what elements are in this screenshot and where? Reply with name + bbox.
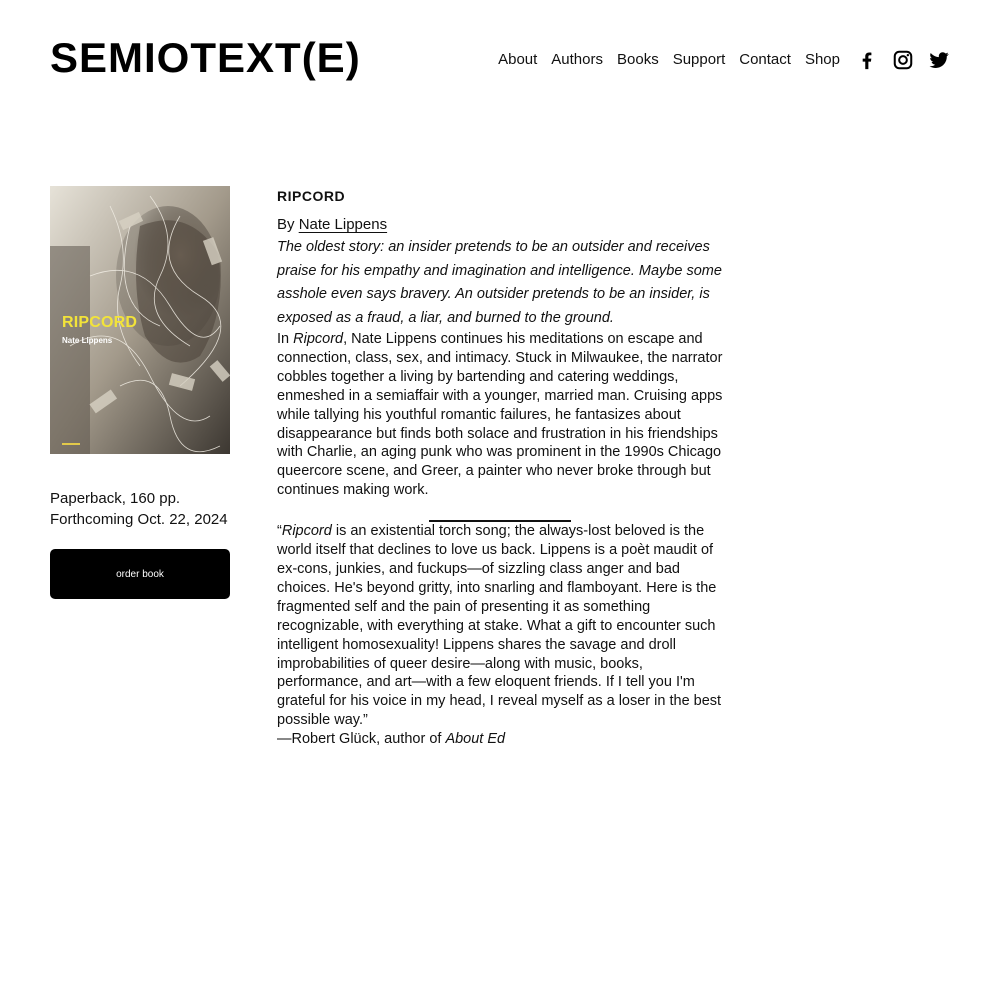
cover-title: RIPCORD [62,314,138,331]
byline-prefix: By [277,216,295,233]
byline [277,214,727,236]
book-tagline: The oldest story: an insider pretends to be an outsider and receives praise for his empathy and imagination and intelligence. Maybe some asshole even says bravery. An outsider pretends to be an insider, is exposed as a fraud, a liar, and burned to the ground. [277,239,722,326]
cover-author: Nate Lippens [62,336,113,345]
blurb-quote [277,522,727,749]
nav-support[interactable]: Support [672,51,726,68]
blurb-attribution: —Robert Glück, author of [277,731,446,748]
book-release: Forthcoming Oct. 22, 2024 [50,511,228,528]
blurb-title: Ripcord [281,523,332,540]
order-book-button[interactable]: order book [50,549,230,599]
description-prefix: In [277,331,294,347]
nav-shop[interactable]: Shop [804,51,840,68]
nav-about[interactable]: About [498,51,538,68]
blurb-open-quote: “ [277,523,282,540]
instagram-icon[interactable] [892,48,914,72]
book-meta [50,488,228,530]
book-format: Paperback, 160 pp. [50,490,181,507]
nav-books[interactable]: Books [617,51,659,68]
description-body: , Nate Lippens continues his meditations on escape and connection, class, sex, and intimacy. Stuck in Milwaukee, the narrator cobbles together a living by bartending and catering weddings, enmeshed in a semiaffair with a younger, married man. Cruising apps while tallying his youthful romantic failures, he fantasizes about disappearance but finds both solace and frustration in his friendships with Charlie, an aging punk who was prominent in the 1990s Chicago queercore scene, and Greer, a painter who never broke through but continues making work. [277,331,723,499]
site-logo[interactable]: SEMIOTEXT(E) [50,34,361,81]
book-cover [50,186,230,454]
social-links [856,48,950,72]
main-nav [498,49,840,71]
facebook-icon[interactable] [856,48,878,72]
blurb-body: is an existential torch song; the always-lost beloved is the world itself that declines to love us back. Lippens is a poèt maudit of ex-cons, junkies, and fuckups—of sizzling class anger and bad choices. He's beyond gritty, into snarling and flamboyant. Here is the fragmented self and the pain of presenting it as something recognizable, with everything at stake. What a gift to encounter such intelligent homosexuality! Lippens shares the savage and droll improbabilities of queer desire—along with music, books, performance, and art—with a few eloquent friends. If I tell you I'm grateful for his voice in my head, I reveal myself as a loser in the best possible way.” [277,523,722,729]
author-link[interactable]: Nate Lippens [298,216,388,233]
description-title: Ripcord [293,331,344,347]
twitter-icon[interactable] [928,48,950,72]
book-title: RIPCORD [277,188,346,204]
nav-contact[interactable]: Contact [739,51,791,68]
nav-authors[interactable]: Authors [551,51,603,68]
blurb-attribution-work: About Ed [445,731,506,748]
book-description [277,330,727,500]
book-details [277,186,727,749]
